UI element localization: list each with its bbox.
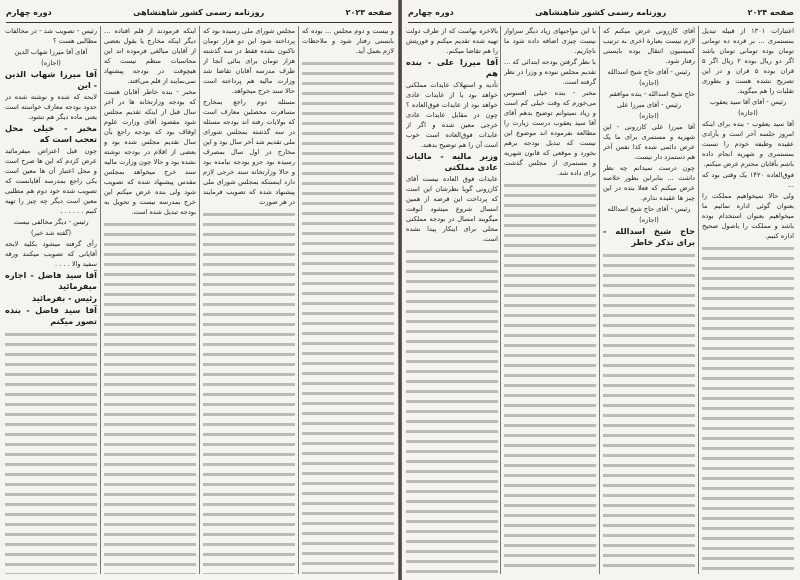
paragraph: چون قبل اعتراض میفرمائید عرض کردم که این ها صرح است و محل اعتبار آن ها معین است یکی راجع بمدرسه آقایانست که تصویب شده خود دوم هم مطلبی معین است دیگر چه چیز را تهیه کنیم . . . . . .	[5, 147, 97, 215]
page-number: صفحه ۲۰۲۴	[747, 7, 794, 17]
centered-line: آقای آقا میرزا شهاب الدین	[14, 48, 88, 56]
paragraph: آقای کازرونی عرض میکنم که لازم نیست بعبارة اخری به ترتیب کمیسیون انتقال بوده بایستی رفتار شود.	[603, 27, 695, 65]
left-page	[0, 0, 398, 580]
illegible-text-lines	[203, 210, 295, 574]
paragraph: حاج شیخ اسدالله - بنده موافقم	[609, 90, 695, 98]
illegible-text-lines	[702, 244, 794, 574]
newspaper-title: روزنامه رسمی کشور شاهنشاهی	[535, 7, 667, 17]
text-column	[203, 26, 295, 574]
column-divider	[100, 26, 101, 574]
illegible-text-lines	[302, 59, 394, 574]
column-divider	[298, 26, 299, 574]
paragraph: بالاخره بهاست که از طرف دولت تهیه شده تقدیم میکنم و فوریتش را هم تقاضا میکنم.	[406, 27, 498, 55]
paragraph: رئیس - تصویب شد - در مخالفات مطالبی هست ؟	[5, 27, 97, 45]
text-column	[406, 26, 498, 574]
column-divider	[199, 26, 200, 574]
speaker-heading: آقا میرزا علی - بنده هم	[406, 57, 498, 78]
paragraph: عایدات فوق العاده نیست آقای کازرونی گویا نظرشان این است که پرداخت این قرضه از همین امسال شروع میشود آنوقت میگویند امسال در بودجه مملکتی محلی برای اینکار پیدا نشده است.	[406, 175, 498, 243]
centered-line: رئیس - آقای میرزا علی	[616, 101, 682, 109]
paragraph: مسئله دوم راجع بمخارج مسافرت محصلین معارف است که بولایات رفته اند بودجه مسئله در سه گذشته بمجلس شورای ملی تقدیم شد آخر سال بود و این مخارج در اول سال بمصرف رسیده بود جزو بودجه نیامده بود و حالا وزارتخانه سند خرجی لازم دارد اینستکه بمجلس شورای ملی پیشنهاد شده که تصویب فرمایند در هر صورت	[203, 98, 295, 206]
text-column	[702, 26, 794, 574]
paragraph: رأی گرفته میشود بکلیه لایحه آقایانی که تصویب میکنند ورقه سفید والا . . . .	[5, 240, 97, 268]
newspaper-title: روزنامه رسمی کشور شاهنشاهی	[133, 7, 265, 17]
volume-label: دوره چهارم	[408, 7, 454, 17]
text-column	[504, 26, 596, 574]
page-number: صفحه ۲۰۲۳	[345, 7, 392, 17]
text-column	[603, 26, 695, 574]
centered-line: (اجازه)	[639, 112, 659, 120]
speaker-heading: آقا میرزا شهاب الدین - این	[5, 69, 97, 90]
centered-line: رئیس - آقای آقا سید یعقوب	[709, 98, 787, 106]
centered-line: (اجازه)	[639, 79, 659, 87]
illegible-text-lines	[5, 330, 97, 574]
paragraph: و بیست و دوم مجلس ... بوده که بایستی رفتار شود و ملاحظات لازم بعمل آید.	[302, 27, 394, 55]
column-divider	[599, 26, 600, 574]
volume-label: دوره چهارم	[6, 7, 52, 17]
speaker-heading: رئیس - بفرمائید	[31, 293, 97, 303]
paragraph: لایحه که شده و نوشته شده در حدود بودجه معارف خواسته است یعنی ماده دیگر هم نشود.	[5, 93, 97, 121]
speaker-heading: مخبر - خیلی محل تعجب است که	[5, 123, 97, 144]
speaker-heading: حاج شیخ اسدالله - برای تذکر خاطر	[603, 226, 695, 247]
text-column	[104, 26, 196, 574]
paragraph: مخبر - بنده خیلی افسوس می‌خورم که وقت خیلی کم است و زیاد نمیتوانم توضیح بدهم آقای آقا سید یعقوب درست زیارت را مطالعه نفرموده اند موضوع این نیست که تبدیل بودجه برهم بخورد و موقعی که قانون شهریه و مستمری از مجلس گذشت برای داده شد.	[504, 89, 596, 177]
paragraph: آقا میرزا علی کازرونی - این شهریه و مستمری برای ما یک عرض دائمی شده کذا نفس آخر هم دستمزد دار نیست.	[603, 123, 695, 161]
page-header	[408, 4, 794, 23]
paragraph: چون درست نمیدانم چه نظر داشت ... بنابراین بطور خلاصه عرض میکنم که فعلا بنده در این چیز ها عقیده ندارم.	[603, 164, 695, 202]
paragraph: مجلس شورای ملی رسیده بود که پرداخته شود این دو هزار تومان تاکنون نشده فقط در سه گذشته هزار تومان برای بنائی آنجا از طرف مدرسه آقایان تقاضا شد وزارت مالیه هم پرداخته است حالا سند خرج میخواهد.	[203, 27, 295, 95]
speaker-heading: آقا سید فاضل - اجازه میفرمائید	[5, 270, 97, 291]
text-column	[302, 26, 394, 574]
centered-line: رئیس - آقای حاج شیخ اسدالله	[607, 205, 691, 213]
illegible-text-lines	[406, 247, 498, 574]
paragraph: آقا سید یعقوب - بنده برای اینکه امروز جلسه آخر است و بآزادی عقیده وظیفه خودم را نسبت بمستمری و شهریه انجام داده باشم بآقایان محترم عرض میکنم.	[702, 120, 794, 168]
centered-line: رئیس - دیگر مخالفی نیست	[13, 218, 89, 226]
paragraph: ولی حالا نمیخواهیم مملکت را بعنوان گوئی اداره نمائیم ما میخواهیم بعنوان استخدام بوده باشد و مملکت را باصول صحیح اداره کنیم.	[702, 192, 794, 240]
illegible-text-lines	[603, 251, 695, 574]
centered-line: رئیس - آقای حاج شیخ اسدالله	[607, 68, 691, 76]
paragraph: فوق‌العاده ۱۴۲۰ یک وقتی بود که ...	[702, 171, 794, 189]
page-header	[6, 4, 392, 23]
right-page	[402, 0, 800, 580]
speaker-heading: وزیر مالیه - مالیات عادی مملکتی	[406, 151, 498, 172]
column-divider	[500, 26, 501, 574]
centered-line: (اجازه)	[41, 59, 61, 67]
centered-line: (اجازه)	[639, 216, 659, 224]
paragraph: مخبر - بنده خاطر آقایان هست که بودجه وزارتخانه ها در آخر سال قبل از اینکه تقدیم مجلس شود مقصود آقای وزارت علوم اوقاف بود که بودجه راجع بآن سال تقدیم مجلس شده بود و بعضی از اقلام در بودجه نوشته نشده بود و حالا چون وزارت مالیه سند خرج میخواهد بمجلس مقدس پیشنهاد شده که تصویب شود ولی بنده عرض میکنم این خرج بمدرسه نیست و تحویل به بودجه تبدیل شده است.	[104, 88, 196, 216]
column-divider	[698, 26, 699, 574]
illegible-text-lines	[104, 220, 196, 574]
speaker-heading: آقا سید فاضل - بنده تصور میکنم	[5, 305, 97, 326]
text-column	[5, 26, 97, 574]
paragraph: با نظر گرفتن بودجه ابتدائی که ... تقدیم مجلس نبوده و وزرا در نظر گرفته است.	[504, 58, 596, 86]
paragraph: اینکه فرمودند از قلم افتاده ... دیگر اینکه مخارج یا بقول بعضی از آقایان مبالغی فرموده اند این محاسبات منظم نیست که هیچوقت در بودجه پیشنهاد نمی‌نمایند از قلم می‌افتد.	[104, 27, 196, 85]
centered-line: (گفته شد خیر)	[30, 229, 72, 237]
paragraph: با این مواجبهای زیاد دیگر سزاوار نیست چیزی اضافه داده شود ما ناچاریم.	[504, 27, 596, 55]
centered-line: (اجازه)	[738, 109, 758, 117]
paragraph: اعتبارات ۱۳۰۱ از قبیله تبدیل بمستمری ... بر قرده ده تومانی تومان بوده تومانی تومان باشد اگر دو ریال بوده ۲ ریال اگر ۵ قران بوده ۵ قران و در این تصریح نشده هست و بطوری تقلیات را هم میگوید.	[702, 27, 794, 95]
paragraph: تأدیه و استهلاک عایدات مملکتی خواهد بود یا از عایدات عادی خواهد بود از عایدات فوق‌العاده ؟ چون در مقابل عایدات عادی خرجی معین شده و اگر از عایدات فوق‌العاده است خوب است آن را هم توضیح بدهند.	[406, 81, 498, 149]
illegible-text-lines	[504, 181, 596, 574]
